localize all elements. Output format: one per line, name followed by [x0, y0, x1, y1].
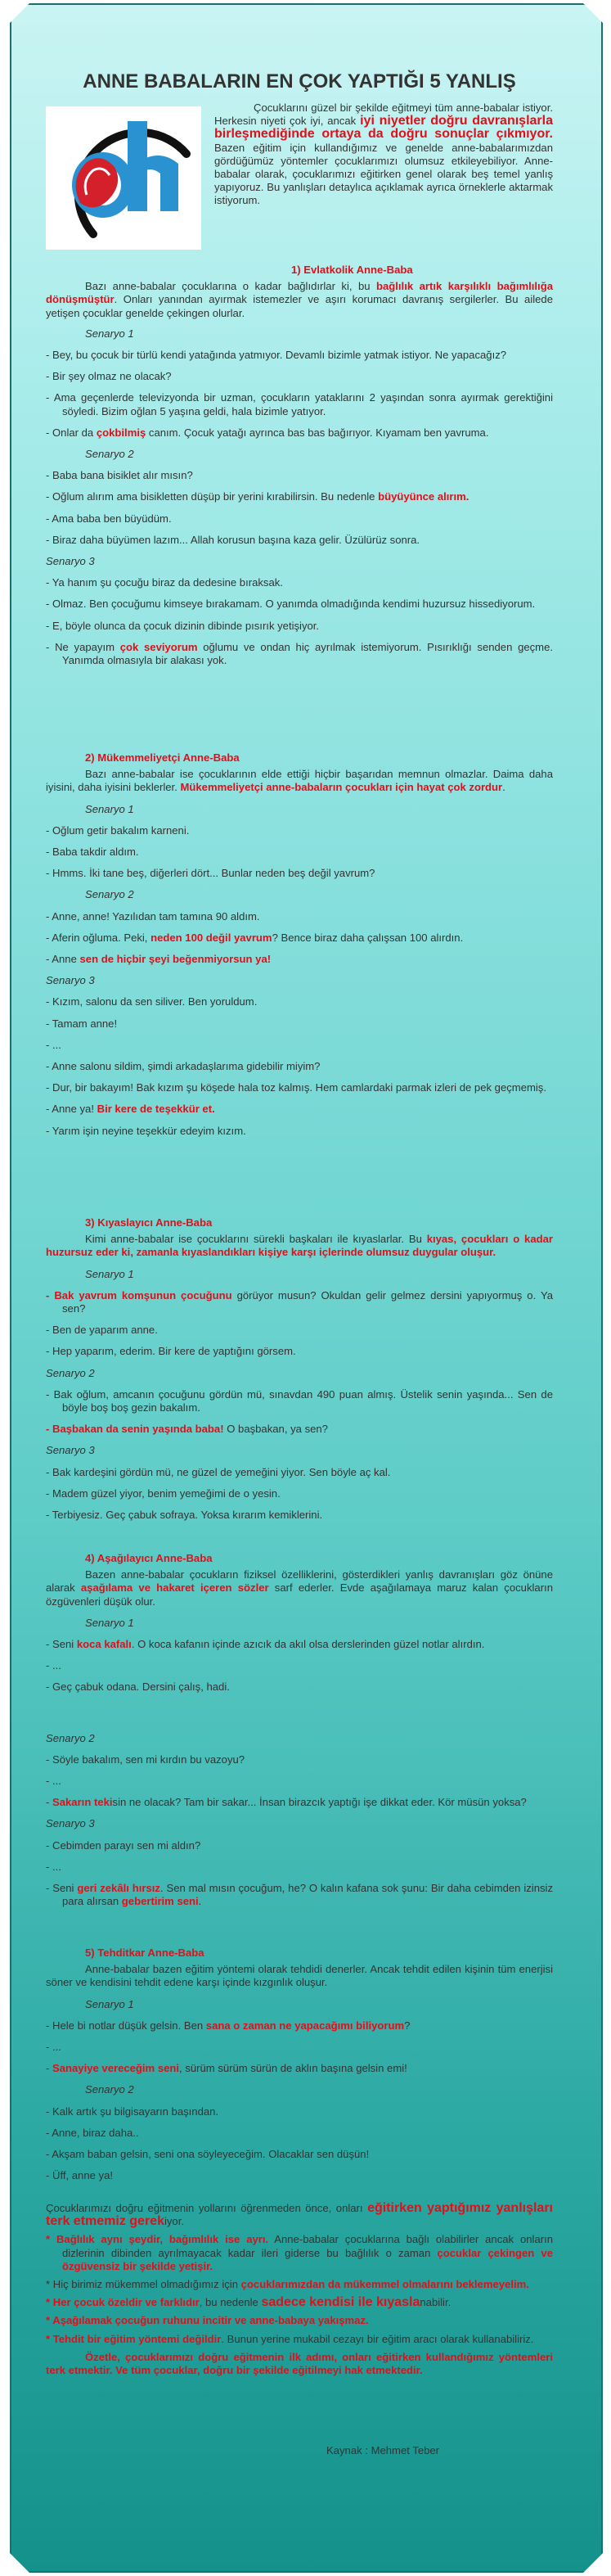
section-2 [46, 751, 553, 1138]
section-title: 5) Tehditkar Anne-Baba [85, 1947, 204, 1959]
section-title: 4) Aşağılayıcı Anne-Baba [85, 1552, 213, 1564]
dialogue-line: - Bak kardeşini gördün mü, ne güzel de yemeğini yiyor. Sen böyle aç kal. [46, 1465, 391, 1478]
dialogue-line: - ... [46, 1038, 61, 1051]
dialogue-line: - Bir şey olmaz ne olacak? [46, 370, 172, 383]
dialogue-line: - Sanayiye vereceğim seni, sürüm sürüm sürün de aklın başına gelsin emi! [46, 2062, 407, 2075]
dialogue-line: - Biraz daha büyümen lazım... Allah korusun başına kaza gelir. Üzülürüz sonra. [46, 533, 420, 546]
dialogue-line: - Ama baba ben büyüdüm. [46, 512, 172, 525]
conclusion-item: * Bağlılık aynı şeydir, bağımlılık ise ayrı. Anne-babalar çocuklarına bağlı olabilirler ancak onların dizlerinin dibinden ayrılmayacak kadar ileri giderse bu bağlılık o zaman çocuklar çekingen ve özgüvensiz bir şekilde yetişir. [46, 2233, 554, 2272]
conclusion-item: * Hiç birimiz mükemmel olmadığımız için çocuklarımızdan da mükemmel olmalarını beklemeyelim. [46, 2278, 529, 2291]
dialogue-line: - Baba bana bisiklet alır mısın? [46, 469, 193, 482]
dialogue-line: - Oğlum getir bakalım karneni. [46, 823, 190, 837]
dialogue-line: - ... [46, 2041, 61, 2054]
scenario-label: Senaryo 3 [46, 1444, 95, 1457]
dialogue-line: - Ama geçenlerde televizyonda bir uzman, çocukların yataklarını 2 yaşından sonra ayırmak gerektiğini söyledi. Bizim oğlan 5 yaşına geldi, hala bizimle yatıyor. [46, 391, 553, 417]
dialogue-line: - Seni koca kafalı. O koca kafanın içinde azıcık da akıl olsa derslerinden güzel notlar alırdın. [46, 1638, 485, 1651]
conclusion-item: * Tehdit bir eğitim yöntemi değildir. Bunun yerine mukabil cezayı bir eğitim aracı olarak kullanabiliriz. [46, 2332, 534, 2345]
dialogue-line: - Kalk artık şu bilgisayarın başından. [46, 2105, 219, 2118]
source-credit: Kaynak : Mehmet Teber [326, 2444, 440, 2456]
dialogue-line: - Seni geri zekâlı hırsız. Sen mal mısın çocuğum, he? O kalın kafana sok şunu: Bir daha cebimden izinsiz para alırsan gebertirim seni. [46, 1882, 553, 1908]
dialogue-line: - Hep yaparım, ederim. Bir kere de yaptığını görsem. [46, 1345, 296, 1358]
dialogue-line: - Bey, bu çocuk bir türlü kendi yatağında yatmıyor. Devamlı bizimle yatmak istiyor. Ne yapacağız? [46, 349, 507, 362]
dialogue-line: - Anne salonu sildim, şimdi arkadaşlarıma gidebilir miyim? [46, 1060, 321, 1073]
dialogue-line: - Bak yavrum komşunun çocuğunu görüyor musun? Okuldan gelir gelmez dersini yapıyormuş o. Ya sen? [46, 1288, 553, 1315]
scenario-label: Senaryo 3 [46, 974, 95, 987]
dialogue-line: - Olmaz. Ben çocuğumu kimseye bırakamam. O yanımda olmadığında kendimi huzursuz hissediyorum. [46, 598, 536, 611]
dialogue-line: - Dur, bir bakayım! Bak kızım şu köşede hala toz kalmış. Hem camlardaki parmak izleri de pek geçmemiş. [46, 1081, 546, 1094]
dialogue-line: - Anne, biraz daha.. [46, 2126, 139, 2139]
scenario-label: Senaryo 1 [85, 1997, 134, 2010]
scenario-label: Senaryo 2 [46, 1366, 95, 1379]
dialogue-line: - Baba takdir aldım. [46, 846, 139, 859]
dialogue-line: - Hmms. İki tane beş, diğerleri dört... Bunlar neden beş değil yavrum? [46, 867, 375, 880]
scenario-label: Senaryo 3 [46, 555, 95, 568]
section-title: 1) Evlatkolik Anne-Baba [291, 264, 413, 276]
dialogue-line: - Madem güzel yiyor, benim yemeğimi de o yesin. [46, 1487, 281, 1500]
conclusion [46, 2202, 553, 2377]
dialogue-line: - Anne, anne! Yazılıdan tam tamına 90 aldım. [46, 909, 260, 923]
dialogue-line: - Hele bi notlar düşük gelsin. Ben sana o zaman ne yapacağımı biliyorum? [46, 2019, 411, 2032]
conclusion-paragraph: Çocuklarımızı doğru eğitmenin yollarını öğrenmeden önce, onları eğitirken yaptığımız yanlışları terk etmemiz gerekiyor. [46, 2201, 554, 2229]
conclusion-item: * Aşağılamak çocuğun ruhunu incitir ve anne-babaya yakışmaz. [46, 2314, 369, 2327]
section-4 [46, 1552, 553, 1908]
dialogue-line: - ... [46, 1659, 61, 1672]
dialogue-line: - Yarım işin neyine teşekkür edeyim kızım. [46, 1124, 246, 1137]
dialogue-line: - Akşam baban gelsin, seni ona söyleyeceğim. Olacaklar sen düşün! [46, 2148, 370, 2161]
dialogue-line: - Ne yapayım çok seviyorum oğlumu ve ondan hiç ayrılmak istemiyorum. Pısırıklığı senden geçme. Yanımda olmasıyla bir alakası yok. [46, 640, 554, 667]
scenario-label: Senaryo 2 [85, 888, 134, 901]
scenario-label: Senaryo 2 [85, 2083, 134, 2096]
section-paragraph: Bazı anne-babalar ise çocuklarının elde ettiği hiçbir başarıdan memnun olmazlar. Daima daha iyisini, daha iyisini beklerler. Mükemmeliyetçi anne-babaların çocukları için hayat çok zordur. [46, 768, 553, 794]
dialogue-line: - Sakarın tekisin ne olacak? Tam bir sakar... İnsan birazcık yaptığı işe dikkat eder. Kör müsün yoksa? [46, 1796, 527, 1809]
dialogue-line: - Cebimden parayı sen mi aldın? [46, 1838, 201, 1852]
dialogue-line: - E, böyle olunca da çocuk dizinin dibinde pısırık yetişiyor. [46, 619, 320, 632]
dialogue-line: - Anne ya! Bir kere de teşekkür et. [46, 1103, 215, 1116]
page-title: ANNE BABALARIN EN ÇOK YAPTIĞI 5 YANLIŞ [83, 70, 516, 92]
section-1 [46, 264, 553, 667]
section-paragraph: Anne-babalar bazen eğitim yöntemi olarak tehdidi denerler. Ancak tehdit edilen kişinin tüm enerjisi söner ve kendisini tehdit edene karşı içinde kızgınlık oluşur. [46, 1963, 553, 1989]
conclusion-summary: Özetle, çocuklarımızı doğru eğitmenin ilk adımı, onları eğitirken kullandığımız yöntemleri terk etmektir. Ve tüm çocuklar, doğru bir şekilde eğitilmeyi hak etmektedir. [46, 2350, 553, 2377]
intro [46, 102, 553, 253]
dialogue-line: - Anne sen de hiçbir şeyi beğenmiyorsun ya! [46, 953, 272, 966]
dialogue-line: - Ya hanım şu çocuğu biraz da dedesine bıraksak. [46, 576, 283, 589]
dialogue-line: - Tamam anne! [46, 1017, 118, 1030]
scenario-label: Senaryo 1 [85, 1616, 134, 1629]
dialogue-line: - ... [46, 1860, 61, 1873]
scenario-label: Senaryo 2 [46, 1731, 95, 1744]
section-3 [46, 1216, 553, 1522]
section-5 [46, 1947, 553, 2182]
dialogue-line: - Terbiyesiz. Geç çabuk sofraya. Yoksa kırarım kemiklerini. [46, 1509, 323, 1522]
scenario-label: Senaryo 1 [85, 1267, 134, 1280]
intro-paragraph: Çocuklarını güzel bir şekilde eğitmeyi tüm anne-babalar istiyor. Herkesin niyeti çok iyi, ancak iyi niyetler doğru davranışlarla birleşmediğinde ortaya da doğru sonuçlar çıkmıyor. Bazen eğitim için kullandığımız ve genelde anne-babalarımızdan gördüğümüz yöntemler çocuklarımızı olumsuz etkileyebiliyor. Anne-babalar olarak, çocuklarımızı eğitirken genel olarak beş temel yanlış yapıyoruz. Bu yanlışları detaylıca açıklamak ayrıca örneklerle aktarmak istiyorum. [214, 102, 553, 207]
conclusion-item: * Her çocuk özeldir ve farklıdır, bu nedenle sadece kendisi ile kıyaslanabilir. [46, 2295, 452, 2310]
dialogue-line: - ... [46, 1775, 61, 1788]
dialogue-line: - Başbakan da senin yaşında baba! O başbakan, ya sen? [46, 1423, 328, 1436]
scenario-label: Senaryo 1 [85, 327, 134, 340]
section-title: 3) Kıyaslayıcı Anne-Baba [85, 1216, 213, 1229]
section-title: 2) Mükemmeliyetçi Anne-Baba [85, 751, 240, 764]
scenario-label: Senaryo 3 [46, 1817, 95, 1830]
section-paragraph: Kimi anne-babalar ise çocuklarını sürekli başkaları ile kıyaslarlar. Bu kıyas, çocukları o kadar huzursuz eder ki, zamanla kıyaslandıkları kişiye karşı içlerinde olumsuz duygular oluşur. [46, 1233, 553, 1259]
section-paragraph: Bazı anne-babalar çocuklarına o kadar bağlıdırlar ki, bu bağlılık artık karşılıklı bağımlılığa dönüşmüştür. Onları yanından ayırmak istemezler ve aşırı korumacı davranış sergilerler. Bu ailede yetişen çocuklar genelde çekingen olurlar. [46, 280, 553, 319]
dialogue-line: - Üff, anne ya! [46, 2169, 114, 2182]
dialogue-line: - Geç çabuk odana. Dersini çalış, hadi. [46, 1680, 230, 1694]
oh-logo-icon [46, 106, 201, 250]
dialogue-line: - Oğlum alırım ama bisikletten düşüp bir yerini kırabilirsin. Bu nedenle büyüyünce alırım. [46, 490, 469, 503]
dialogue-line: - Ben de yaparım anne. [46, 1324, 158, 1337]
dialogue-line: - Onlar da çokbilmiş canım. Çocuk yatağı ayrınca bas bas bağırıyor. Kıyamam ben yavruma. [46, 426, 489, 439]
dialogue-line: - Kızım, salonu da sen siliver. Ben yoruldum. [46, 995, 258, 1008]
dialogue-line: - Aferin oğluma. Peki, neden 100 değil yavrum? Bence biraz daha çalışsan 100 alırdın. [46, 931, 464, 944]
section-paragraph: Bazen anne-babalar çocukların fiziksel özelliklerini, gösterdikleri yanlış davranışları göz önüne alarak aşağılama ve hakaret içeren sözler sarf ederler. Evde aşağılamaya maruz kalan çocukların özgüvenleri düşük olur. [46, 1568, 553, 1608]
dialogue-line: - Söyle bakalım, sen mi kırdın bu vazoyu? [46, 1753, 245, 1766]
scenario-label: Senaryo 1 [85, 802, 134, 815]
scenario-label: Senaryo 2 [85, 448, 134, 461]
dialogue-line: - Bak oğlum, amcanın çocuğunu gördün mü, sınavdan 490 puan almış. Üstelik senin yaşında... Sen de böyle boş boş gezin bakalım. [46, 1387, 553, 1414]
